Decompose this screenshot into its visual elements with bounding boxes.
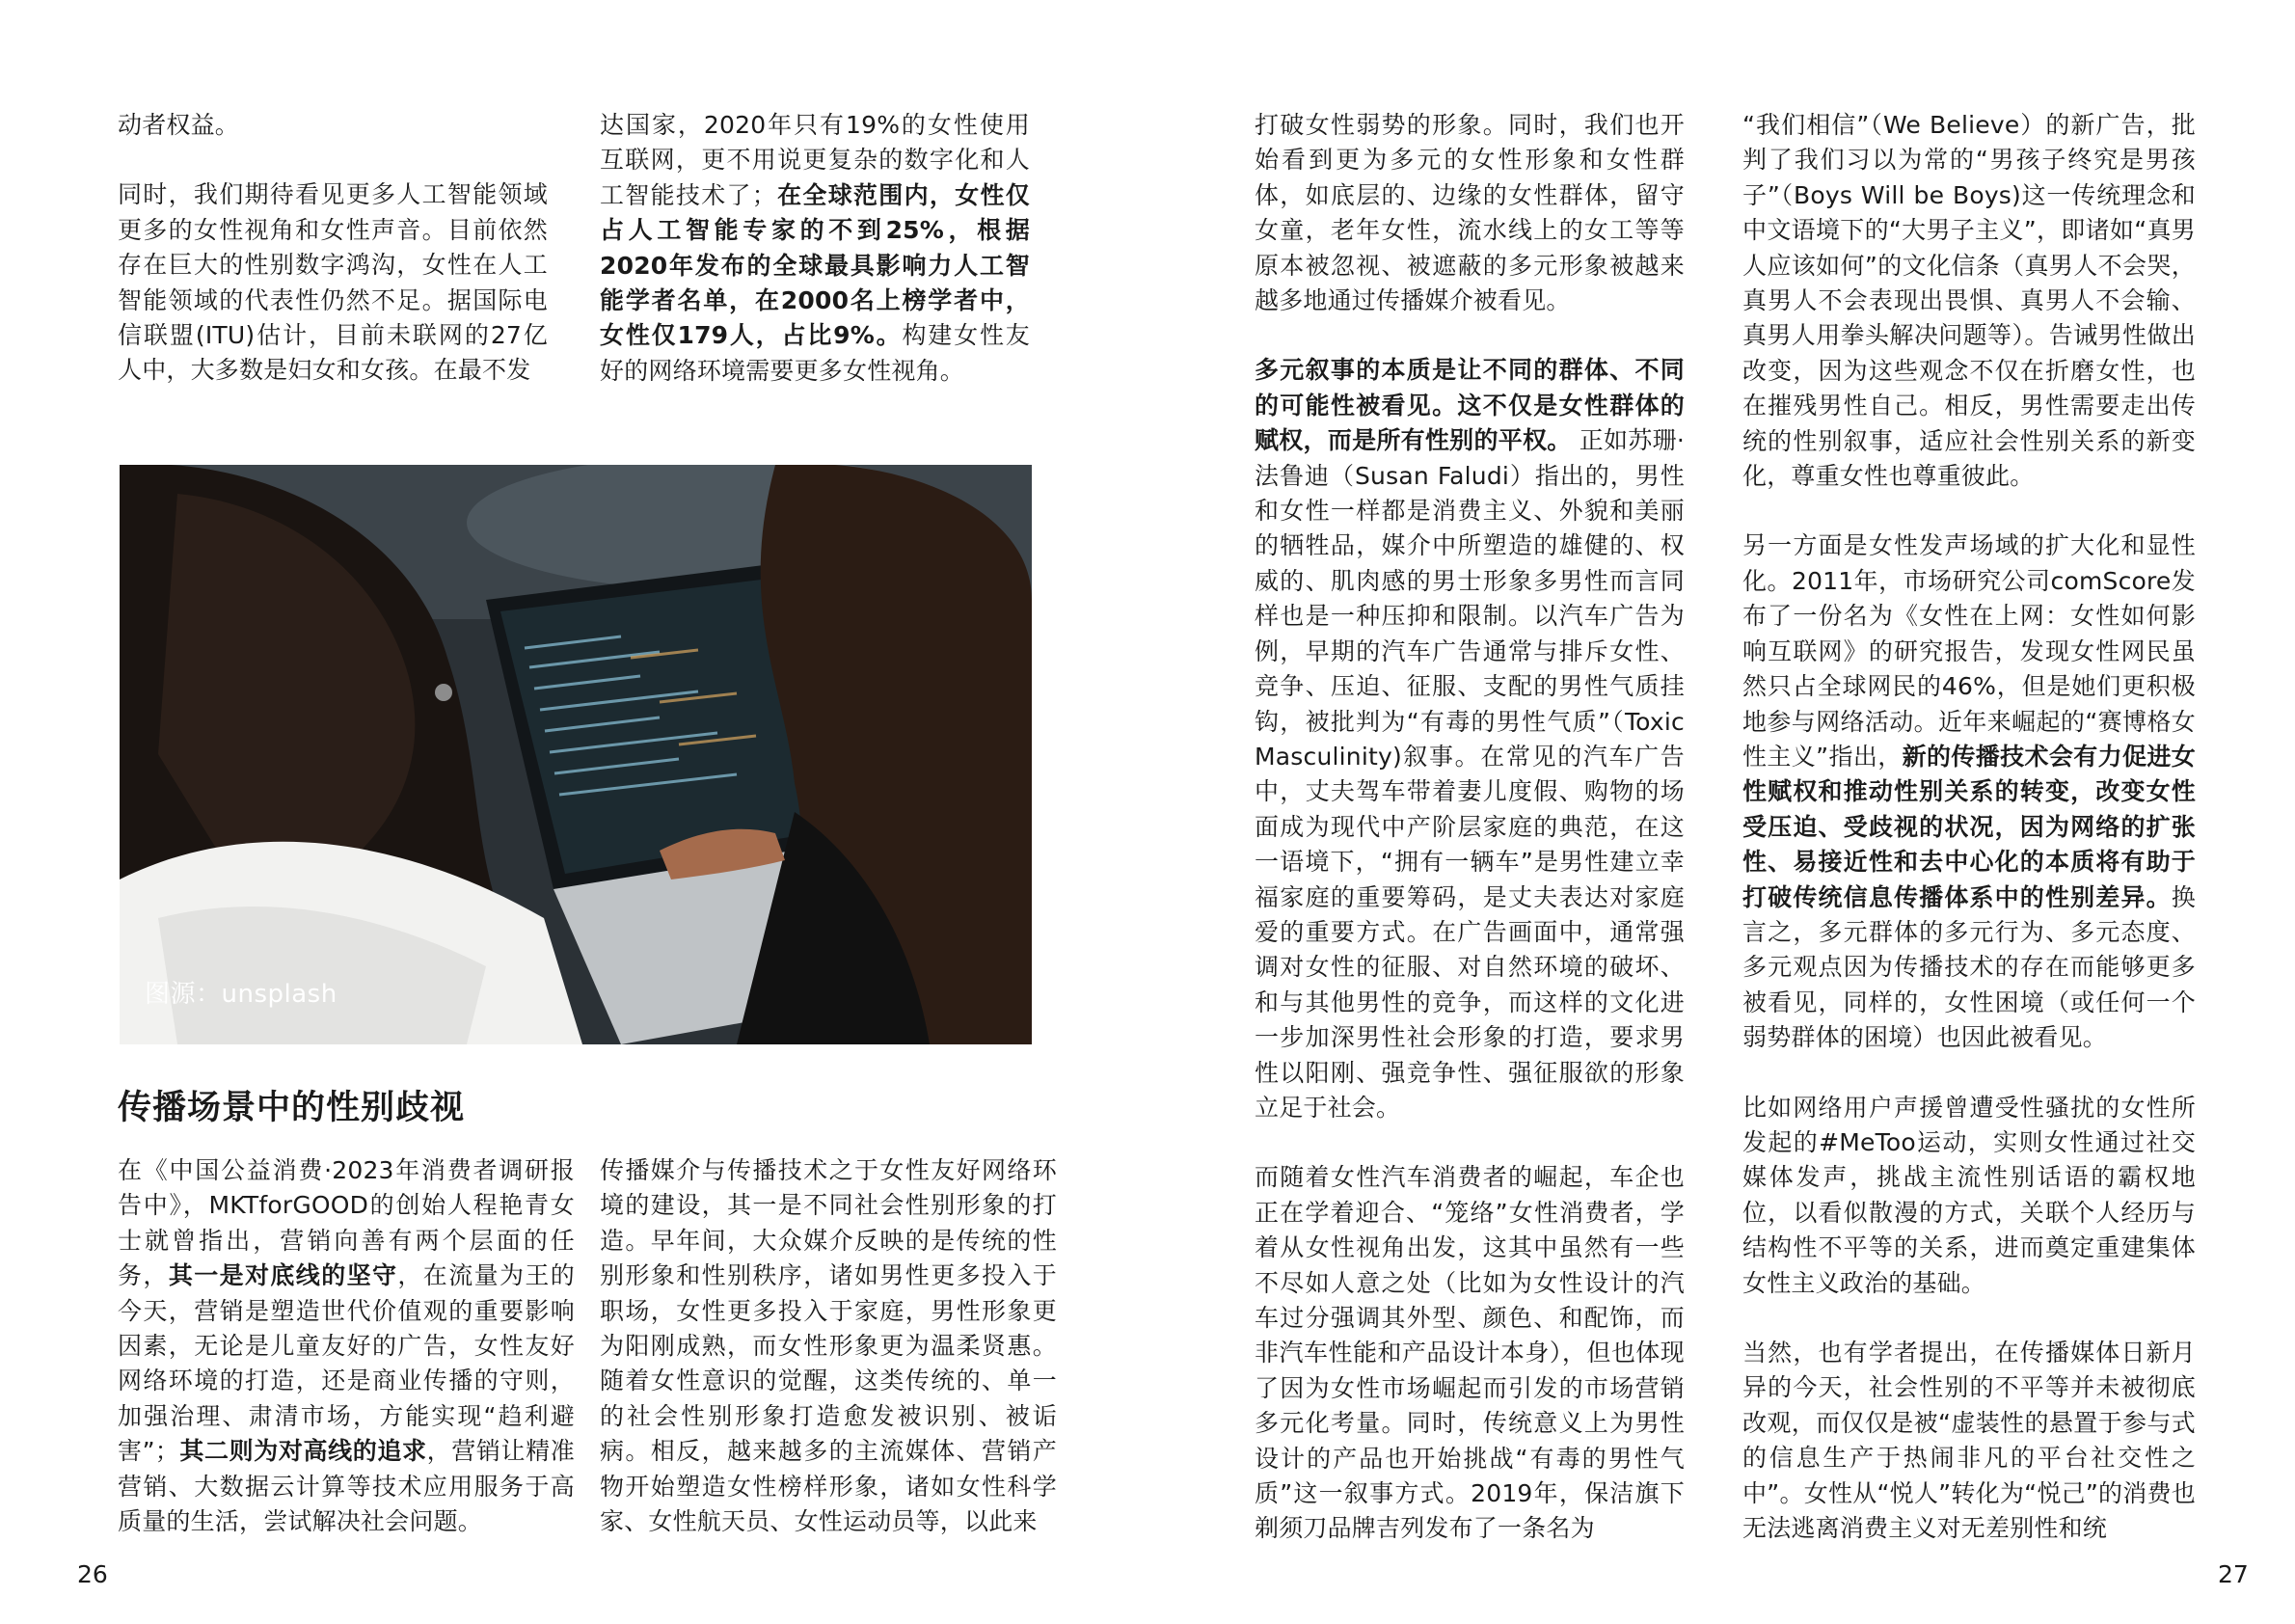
page-number-left: 26 bbox=[77, 1560, 108, 1588]
photo-illustration bbox=[120, 465, 1032, 1044]
paragraph bbox=[1742, 528, 2196, 1055]
text-run: 构建女性友好的网络环境需要更多女性视角。 bbox=[600, 321, 1030, 385]
paragraph bbox=[1742, 1336, 2196, 1546]
paragraph bbox=[1255, 353, 1685, 1125]
text-run: 打破女性弱势的形象。同时，我们也开始看到更为多元的女性形象和女性群体，如底层的、边缘的女性群体，留守女童，老年女性，流水线上的女工等等原本被忽视、被遮蔽的多元形象被越来越多地通过传播媒介被看见。 bbox=[1255, 111, 1685, 315]
bold-text: 其一是对底线的坚守 bbox=[168, 1261, 398, 1290]
bold-text: 新的传播技术会有力促进女性赋权和推动性别关系的转变，改变女性受压迫、受歧视的状况，因为网络的扩张性、易接近性和去中心化的本质将有助于打破传统信息传播体系中的性别差异。 bbox=[1742, 742, 2197, 911]
image-caption: 图源：unsplash bbox=[145, 980, 338, 1009]
text-run: 当然，也有学者提出，在传播媒体日新月异的今天，社会性别的不平等并未被彻底改观，而仅仅是被“虚装性的悬置于参与式的信息生产于热闹非凡的平台社交性之中”。女性从“悦人”转化为“悦己”的消费也无法逃离消费主义对无差别性和统 bbox=[1742, 1339, 2196, 1543]
text-run: 正如苏珊·法鲁迪（Susan Faludi）指出的，男性和女性一样都是消费主义、外貌和美丽的牺牲品，媒介中所塑造的雄健的、权威的、肌肉感的男士形象多男性而言同样也是一种压抑和限制。以汽车广告为例，早期的汽车广告通常与排斥女性、竞争、压迫、征服、支配的男性气质挂钩，被批判为“有毒的男性气质”（Toxic Masculinity)叙事。在常见的汽车广告中，丈夫驾车带着妻儿度假、购物的场面成为现代中产阶层家庭的典范，在这一语境下，“拥有一辆车”是男性建立幸福家庭的重要筹码，是丈夫表达对家庭爱的重要方式。在广告画面中，通常强调对女性的征服、对自然环境的破坏、和与其他男性的竞争，而这样的文化进一步加深男性社会形象的打造，要求男性以阳刚、强竞争性、强征服欲的形象立足于社会。 bbox=[1255, 426, 1685, 1122]
bold-text: 其二则为对高线的追求 bbox=[178, 1437, 427, 1466]
text-run: ，在流量为王的今天，营销是塑造世代价值观的重要影响因素，无论是儿童友好的广告，女性友好网络环境的打造，还是商业传播的守则，加强治理、肃清市场，方能实现“趋利避害”； bbox=[118, 1261, 575, 1466]
text-run: 达国家，2020年只有19%的女性使用互联网，更不用说更复杂的数字化和人工智能技术了； bbox=[600, 111, 1030, 209]
paragraph bbox=[1255, 108, 1685, 318]
text-run: 而随着女性汽车消费者的崛起，车企也正在学着迎合、“笼络”女性消费者，学着从女性视角出发，这其中虽然有一些不尽如人意之处（比如为女性设计的汽车过分强调其外型、颜色、和配饰，而非汽车性能和产品设计本身），但也体现了因为女性市场崛起而引发的市场营销多元化考量。同时，传统意义上为男性设计的产品也开始挑战“有毒的男性气质”这一叙事方式。2019年，保洁旗下剃须刀品牌吉列发布了一条名为 bbox=[1255, 1163, 1685, 1543]
paragraph bbox=[1255, 1160, 1685, 1546]
text-run: 同时，我们期待看见更多人工智能领域更多的女性视角和女性声音。目前依然存在巨大的性别数字鸿沟，女性在人工智能领域的代表性仍然不足。据国际电信联盟(ITU)估计，目前未联网的27亿人中，大多数是妇女和女孩。在最不发 bbox=[118, 180, 548, 385]
text-run: 比如网络用户声援曾遭受性骚扰的女性所发起的#MeToo运动，实则女性通过社交媒体发声，挑战主流性别话语的霸权地位，以看似散漫的方式，关联个人经历与结构性不平等的关系，进而奠定重建集体女性主义政治的基础。 bbox=[1742, 1093, 2196, 1297]
photo-women-at-laptop bbox=[120, 465, 1032, 1044]
text-column-2-bottom bbox=[600, 1153, 1057, 1539]
text-run: 动者权益。 bbox=[118, 111, 240, 139]
text-run: 换言之，多元群体的多元行为、多元态度、多元观点因为传播技术的存在而能够更多被看见，同样的，女性困境（或任何一个弱势群体的困境）也因此被看见。 bbox=[1742, 882, 2196, 1052]
text-run: ，营销让精准营销、大数据云计算等技术应用服务于高质量的生活，尝试解决社会问题。 bbox=[118, 1437, 575, 1536]
paragraph bbox=[118, 108, 548, 143]
text-run: 传播媒介与传播技术之于女性友好网络环境的建设，其一是不同社会性别形象的打造。早年间，大众媒介反映的是传统的性别形象和性别秩序，诸如男性更多投入于职场，女性更多投入于家庭，男性形象更为阳刚成熟，而女性形象更为温柔贤惠。随着女性意识的觉醒，这类传统的、单一的社会性别形象打造愈发被识别、被诟病。相反，越来越多的主流媒体、营销产物开始塑造女性榜样形象，诸如女性科学家、女性航天员、女性运动员等，以此来 bbox=[600, 1156, 1057, 1536]
text-run: 另一方面是女性发声场域的扩大化和显性化。2011年，市场研究公司comScore发布了一份名为《女性在上网：女性如何影响互联网》的研究报告，发现女性网民虽然只占全球网民的46%，但是她们更积极地参与网络活动。近年来崛起的“赛博格女性主义”指出， bbox=[1742, 531, 2196, 771]
paragraph bbox=[600, 108, 1030, 389]
paragraph bbox=[1742, 108, 2196, 494]
paragraph bbox=[118, 1153, 575, 1539]
bold-text: 多元叙事的本质是让不同的群体、不同的可能性被看见。这不仅是女性群体的赋权，而是所有性别的平权。 bbox=[1255, 356, 1685, 455]
text-column-2-top bbox=[600, 108, 1030, 389]
text-run: “我们相信”（We Believe）的新广告，批判了我们习以为常的“男孩子终究是男孩子”（Boys Will be Boys)这一传统理念和中文语境下的“大男子主义”，即诸如“真男人应该如何”的文化信条（真男人不会哭，真男人不会表现出畏惧、真男人不会输、真男人用拳头解决问题等）。告诫男性做出改变，因为这些观念不仅在折磨女性，也在摧残男性自己。相反，男性需要走出传统的性别叙事，适应社会性别关系的新变化，尊重女性也尊重彼此。 bbox=[1742, 111, 2196, 491]
page-number-right: 27 bbox=[2218, 1560, 2249, 1588]
text-column-1-bottom bbox=[118, 1153, 575, 1539]
section-heading: 传播场景中的性别歧视 bbox=[118, 1089, 466, 1127]
text-column-1-top bbox=[118, 108, 548, 389]
paragraph bbox=[600, 1153, 1057, 1539]
text-column-4 bbox=[1742, 108, 2196, 1546]
paragraph bbox=[118, 177, 548, 388]
text-run: 在《中国公益消费·2023年消费者调研报告中》，MKTforGOOD的创始人程艳青女士就曾指出，营销向善有两个层面的任务， bbox=[118, 1156, 575, 1290]
paragraph bbox=[1742, 1091, 2196, 1301]
bold-text: 在全球范围内，女性仅占人工智能专家的不到25%，根据2020年发布的全球最具影响力人工智能学者名单，在2000名上榜学者中，女性仅179人，占比9%。 bbox=[600, 180, 1030, 350]
text-column-3 bbox=[1255, 108, 1685, 1547]
